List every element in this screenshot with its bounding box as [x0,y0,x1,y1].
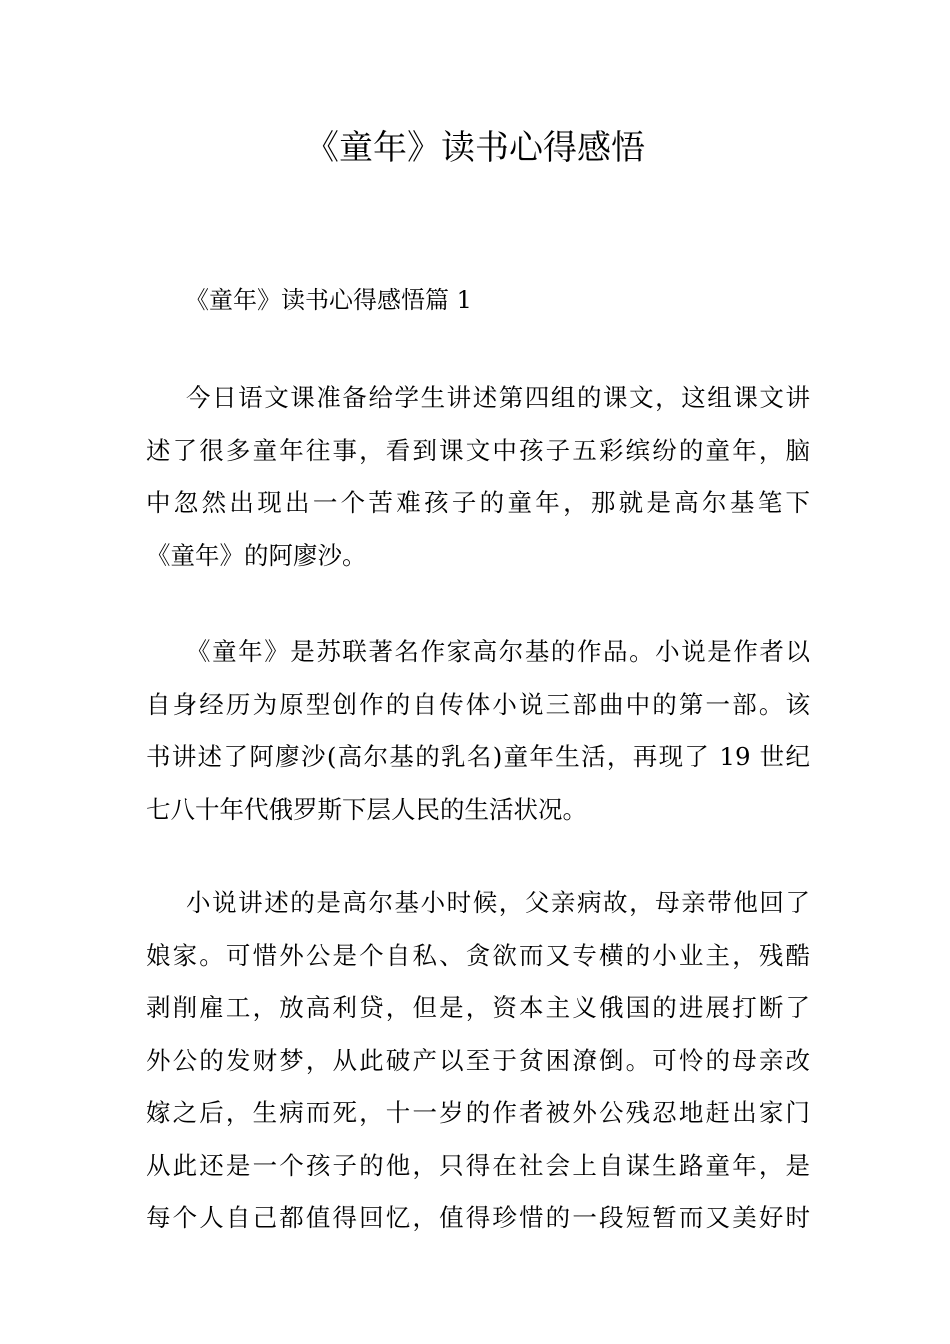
paragraph-2 [146,626,810,836]
paragraph-line: 每个人自己都值得回忆，值得珍惜的一段短暂而又美好时 [146,1203,810,1232]
paragraph-line: 《童年》的阿廖沙。 [146,540,367,570]
paragraph-line: 述了很多童年往事，看到课文中孩子五彩缤纷的童年，脑 [146,435,810,465]
paragraph-line: 《童年》是苏联著名作家高尔基的作品。小说是作者以 [186,637,810,666]
paragraph-line: 小说讲述的是高尔基小时候，父亲病故，母亲带他回了 [186,888,810,917]
paragraph-3 [146,877,810,1245]
paragraph-line: 中忽然出现出一个苦难孩子的童年，那就是高尔基笔下 [146,488,810,517]
paragraph-line: 七八十年代俄罗斯下层人民的生活状况。 [146,794,587,824]
paragraph-line: 嫁之后，生病而死，十一岁的作者被外公残忍地赶出家门 [146,1098,810,1127]
paragraph-1 [146,372,810,582]
paragraph-line: 书讲述了阿廖沙(高尔基的乳名)童年生活，再现了 19 世纪 [146,742,810,771]
paragraph-line: 自身经历为原型创作的自传体小说三部曲中的第一部。该 [146,689,810,719]
document-title: 《童年》读书心得感悟 [305,128,645,168]
paragraph-line: 外公的发财梦，从此破产以至于贫困潦倒。可怜的母亲改 [146,1045,810,1075]
paragraph-line: 娘家。可惜外公是个自私、贪欲而又专横的小业主，残酷 [146,940,810,970]
paragraph-line: 从此还是一个孩子的他，只得在社会上自谋生路童年，是 [146,1150,810,1180]
paragraph-line: 剥削雇工，放高利贷，但是，资本主义俄国的进展打断了 [146,993,810,1022]
paragraph-line: 今日语文课准备给学生讲述第四组的课文，这组课文讲 [186,383,810,412]
section-heading: 《童年》读书心得感悟篇 1 [185,286,472,314]
